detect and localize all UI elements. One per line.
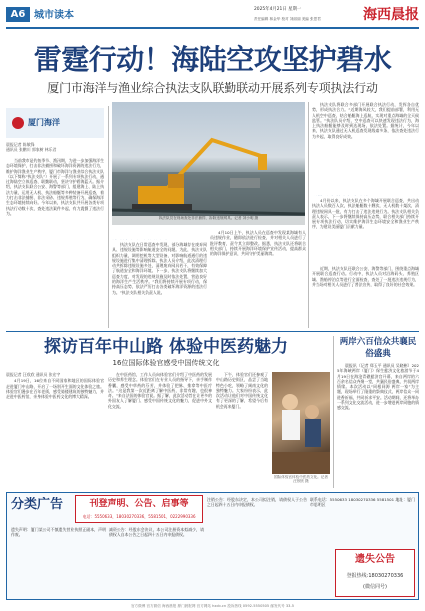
ad-item-4-text: 联系电话：5550633 18030270336 5581501 地址：厦门市思明区 <box>310 497 415 508</box>
ad-item-1 <box>11 527 106 597</box>
ads-banner <box>75 495 203 523</box>
main-subheadline: 厦门市海洋与渔业综合执法支队联勤联动开展系列专项执法行动 <box>47 81 378 95</box>
top-photo-caption: 执法队员在现场查处非法捕捞，拆除违规网具。记者 刘小明 摄 <box>112 216 305 225</box>
section-rule <box>6 331 419 332</box>
ad-item-2 <box>109 527 204 597</box>
section-head-2 <box>312 186 419 196</box>
main-headline: 雷霆行动！海陆空攻坚护碧水 <box>33 43 392 76</box>
ads-banner-title: 刊登声明、公告、启事等 <box>89 499 189 509</box>
second-body-3: 下午，体验官们还参观了中山路历史街区，品尝了当地特色小吃，领略了闽南文化的独特魅力。大家纷纷表示，此次活动让他们对中国传统文化有了更深的了解，希望今后有机会再来厦门。 <box>216 372 268 409</box>
ad-item-4 <box>310 497 415 545</box>
second-col-2 <box>108 372 212 488</box>
left-column <box>6 108 104 328</box>
lost-notice <box>335 549 415 597</box>
right-body-2-text: 4月份以来，执法支队在多个海域开展联合巡查，共出动执法人员数百人次，执法船艇数十艘次，无人机数十架次，清理违规网具一批，有力打击了违法违规行为。执法支队相关负责人表示，下一步将继续保持高压态势，联合相关部门持续开展专项执法行动，切实维护海洋生态环境安全和渔业生产秩序，为建设美丽厦门贡献力量。 <box>312 198 419 230</box>
section-name: 城市读本 <box>34 10 74 21</box>
column-divider <box>333 336 334 488</box>
ad-item-3 <box>207 497 307 597</box>
second-body-2: 在中医药馆，工作人员向体验官们介绍了中医药的发展历史和养生理念。体验官们在专业人员的指导下，亲手制作香囊，感受中草药的芬芳，并体验了把脉、推拿等中医疗法。“这是我第一次近距离了解中医药，非常有趣，也很神奇。”来自法国的体验官说。据了解，此次活动旨在让更多的外国友人了解厦门、感受中国传统文化的魅力，促进中外文化交流。 <box>108 372 212 409</box>
agency-logo-text: 厦门海洋 <box>28 118 60 127</box>
second-byline: 晨报记者 汪欣欣 通讯员 张宏宇 <box>6 372 61 377</box>
ad-item-1-text: 遗失声明：厦门某公司不慎遗失营业执照正副本，声明作废。 <box>11 527 106 538</box>
ad-item-3-text: 注销公告：经股东决定，本公司拟注销，请债权人于公告之日起四十五日内申报债权。 <box>207 497 307 508</box>
mid-body-1 <box>112 242 207 326</box>
lost-notice-note: (微信同号) <box>363 584 387 590</box>
right-body-3 <box>312 266 419 328</box>
ad-item-2-text: 减资公告：经股东会决议，本公司注册资本拟减少，请债权人自本公告之日起四十五日内申报债权。 <box>109 527 204 538</box>
second-subheadline: 16位国际体验官感受中国传统文化 <box>112 359 220 367</box>
section-head-1 <box>112 230 207 240</box>
lost-notice-phone: 登报热线:18030270336 <box>346 573 404 579</box>
lost-notice-title: 遗失公告 <box>355 554 395 565</box>
page-footer: 官方微博 官方微信 海西晨报 厦门晨报网 官方网站 hxcb.cn 投诉热线 0592-5550505 邮发代号 33-5 <box>130 604 295 608</box>
second-photo-image <box>272 372 330 474</box>
brief-body <box>337 363 419 488</box>
right-body-1-text: 执法支队将联合多部门开展联合执法行动，发挥各自优势，形成执法合力。“近期海风较大，我们提前部署，利用无人机空中巡查，结合船艇海上巡航，实现对重点海域的全天候监管。”执法队员介绍，空中巡查可以快速发现违法行为，海上执法船艇能够及时到达现场，依法处置。据统计，今年以来，执法支队通过无人机巡查发现线索多条，依法查处违法行为多起，取得良好成效。 <box>312 102 419 139</box>
right-body-2 <box>312 198 419 264</box>
brief-body-text: 晨报讯（记者 郑玉平 通讯员 吴晓彬）2025年海峡两岸（厦门）保生慈济文化旅游节于4月19日在海沧青礁慈济宫开幕，来自两岸的六百余名信众齐聚一堂，共襄民俗盛典，共叙两岸情缘。本次活动以“同根同源 两岸一家”为主题，现场举行了隆重的祭典仪式，两岸信众一同进香祈福，共同祈求平安。活动期间，还将举办一系列文化交流活动，进一步增进两岸同胞的情感交流。 <box>337 363 419 411</box>
masthead-logo: 海西晨报 <box>363 7 419 23</box>
excavator-photo-illustration <box>112 102 305 225</box>
left-byline: 晨报记者 陈敏锋 通讯员 张鹏川 郭家树 林乐君 <box>6 142 57 153</box>
mid-body-1-text: 执法支队在日常巡查中发现，部分海域存在废弃网具、违规设施等影响航道安全的问题。为此，执法支队组织力量，调用挖机等大型设备，对影响航道通行的违规设施进行集中清理拆除。执法人员介绍，此次清理行动共拆除违规设施多处，清理废弃网具若干，有效保障了航道安全和海洋环境。下一步，执法支队将继续加大巡查力度，对发现的违规设施及时依法处置，营造良好的海洋生产生活秩序。“我们将持续开展专项行动，保持高压态势，依法严厉打击各类破坏海洋资源的违法行为。”执法支队相关负责人说。 <box>112 242 207 295</box>
right-body-3-text: 近期，执法支队还联合公安、海警等部门，围绕重点海域开展联合巡查行动。行动中，执法人员对沿海码头、养殖区域、渔船停泊点等进行全面检查，查处了一批违法违规行为，并当场对相关人员进行了普法宣传，取得了良好的社会效果。 <box>312 266 419 287</box>
ads-title: 分类广告 <box>11 497 64 512</box>
right-body-1 <box>312 102 419 184</box>
brief-box <box>337 336 419 488</box>
agency-emblem-icon <box>12 117 24 129</box>
ads-banner-phone: 电话：5550633，18030270336，5581501，0222990336 <box>82 514 196 519</box>
page-number: A6 <box>6 7 30 22</box>
column-divider <box>308 102 309 328</box>
mid-body-2 <box>210 230 306 326</box>
second-headline: 探访百年中山路 体验中医药魅力 <box>44 337 288 357</box>
second-body-1: 4月19日，16位来自不同国家和地区的国际体验官走进厦门中山路，开启了一场别开生面的文化体验之旅。体验官们漫步在百年老街，感受骑楼建筑的独特魅力，并走进中医药馆，亲身体验中医药文化的博大精深。 <box>6 378 104 400</box>
top-photo <box>112 102 305 225</box>
page-header <box>6 4 419 26</box>
second-col-1 <box>6 372 104 488</box>
tcm-photo-illustration <box>272 372 330 474</box>
date-line: 2025年4月21日 星期一 <box>254 7 302 12</box>
editor-line: 责任编辑 林金华 校对 刘丽丽 美编 张思君 <box>254 17 321 21</box>
second-col-3 <box>216 372 268 488</box>
column-divider <box>108 106 109 328</box>
mid-body-2-text: 4月10日上午，执法人员在巡查中发现某海域有人员违规作业，随即依法进行检查，并对相关人员进行了批评教育，责令其立即整改。据悉，执法支队还将联合相关部门，持续开展海洋环境保护宣传活动，提高群众的海洋保护意识，共同守护美丽海湾。 <box>210 230 306 257</box>
ads-section <box>6 492 419 600</box>
agency-logo-box <box>6 108 104 138</box>
second-photo <box>272 372 330 488</box>
second-photo-caption: 国际体验官体验中医药文化。记者 汪欣欣 摄 <box>274 475 328 484</box>
brief-title: 两岸六百信众共襄民俗盛典 <box>339 337 417 359</box>
left-body-text: 当前我市是钓鱼季节、渔汛期，为进一步加强海洋生态环境保护，打击非法捕捞和破坏海洋资源的违法行为，维护海洋渔业生产秩序，厦门市海洋与渔业综合执法支队（以下简称“执法支队”）开展了一系列专项执法行动，通过海陆空立体巡查、联勤联动，坚决守护碧海蓝天。据介绍，执法支队联合公安、海警等部门，组建海上、陆上执法力量，运用无人机、执法船艇等多种装备开展巡查，着力打击非法捕捞、非法采砂、违规养殖等行为，确保海洋生态环境持续向好。今年以来，执法支队共开展各类专项执法行动数十次，查处违法案件多起，有力震慑了违法行为。 <box>6 158 104 216</box>
left-body <box>6 158 104 326</box>
header-rule <box>6 27 419 29</box>
